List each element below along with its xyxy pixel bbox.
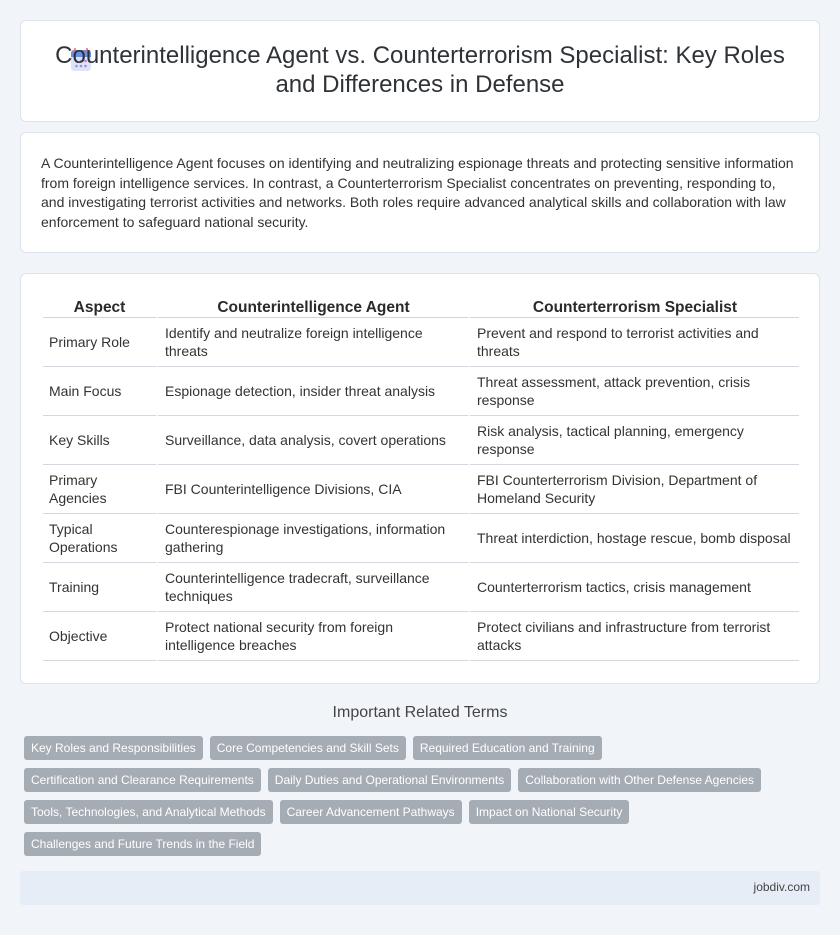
table-cell: Protect national security from foreign intelligence breaches [156, 612, 468, 661]
tag-link[interactable]: Key Roles and Responsibilities [24, 736, 203, 760]
header-card [20, 20, 820, 122]
tag-row [24, 832, 814, 856]
tag-row [24, 800, 814, 824]
related-terms-tags [24, 736, 814, 864]
table-header-row [43, 296, 799, 318]
header-counterintelligence: Counterintelligence Agent [156, 296, 468, 318]
table-cell-aspect: Primary Agencies [43, 465, 156, 514]
table-cell: Threat interdiction, hostage rescue, bomb disposal [468, 514, 799, 563]
table-cell: Espionage detection, insider threat analysis [156, 367, 468, 416]
tag-row [24, 768, 814, 792]
footer [20, 871, 820, 905]
header-counterterrorism: Counterterrorism Specialist [468, 296, 799, 318]
table-row [43, 514, 799, 563]
tag-link[interactable]: Daily Duties and Operational Environments [268, 768, 511, 792]
comparison-table [43, 296, 799, 661]
table-cell: FBI Counterterrorism Division, Department of Homeland Security [468, 465, 799, 514]
table-row [43, 612, 799, 661]
table-cell: Counterespionage investigations, information gathering [156, 514, 468, 563]
tag-link[interactable]: Core Competencies and Skill Sets [210, 736, 406, 760]
table-row [43, 416, 799, 465]
tag-link[interactable]: Required Education and Training [413, 736, 602, 760]
tag-link[interactable]: Career Advancement Pathways [280, 800, 462, 824]
header-aspect: Aspect [43, 296, 156, 318]
summary-text: A Counterintelligence Agent focuses on identifying and neutralizing espionage threats and protecting sensitive information from foreign intelligence services. In contrast, a Counterterrorism Specialist concentrates on preventing, responding to, and investigating terrorist activities and networks. Both roles require advanced analytical skills and collaboration with law enforcement to safeguard national security. [41, 155, 794, 230]
table-cell-aspect: Main Focus [43, 367, 156, 416]
table-cell-aspect: Training [43, 563, 156, 612]
table-cell: Counterterrorism tactics, crisis management [468, 563, 799, 612]
tag-link[interactable]: Challenges and Future Trends in the Field [24, 832, 261, 856]
summary-card [20, 132, 820, 253]
table-cell: Protect civilians and infrastructure from terrorist attacks [468, 612, 799, 661]
table-cell: Surveillance, data analysis, covert operations [156, 416, 468, 465]
table-cell: Threat assessment, attack prevention, crisis response [468, 367, 799, 416]
table-row [43, 465, 799, 514]
tag-link[interactable]: Tools, Technologies, and Analytical Methods [24, 800, 273, 824]
tag-row [24, 736, 814, 760]
table-cell: FBI Counterintelligence Divisions, CIA [156, 465, 468, 514]
table-row [43, 563, 799, 612]
page-title: Counterintelligence Agent vs. Counterterrorism Specialist: Key Roles and Differences in Defense [55, 42, 785, 98]
table-cell-aspect: Primary Role [43, 318, 156, 367]
table-row [43, 367, 799, 416]
table-cell-aspect: Key Skills [43, 416, 156, 465]
table-cell-aspect: Objective [43, 612, 156, 661]
table-row [43, 318, 799, 367]
tag-link[interactable]: Certification and Clearance Requirements [24, 768, 261, 792]
related-terms-title: Important Related Terms [332, 704, 508, 721]
table-cell-aspect: Typical Operations [43, 514, 156, 563]
table-cell: Identify and neutralize foreign intelligence threats [156, 318, 468, 367]
table-cell: Prevent and respond to terrorist activities and threats [468, 318, 799, 367]
tag-link[interactable]: Impact on National Security [469, 800, 630, 824]
table-cell: Counterintelligence tradecraft, surveillance techniques [156, 563, 468, 612]
comparison-card [20, 273, 820, 684]
tag-link[interactable]: Collaboration with Other Defense Agencies [518, 768, 761, 792]
footer-site-link[interactable]: jobdiv.com [753, 880, 810, 894]
table-cell: Risk analysis, tactical planning, emergency response [468, 416, 799, 465]
